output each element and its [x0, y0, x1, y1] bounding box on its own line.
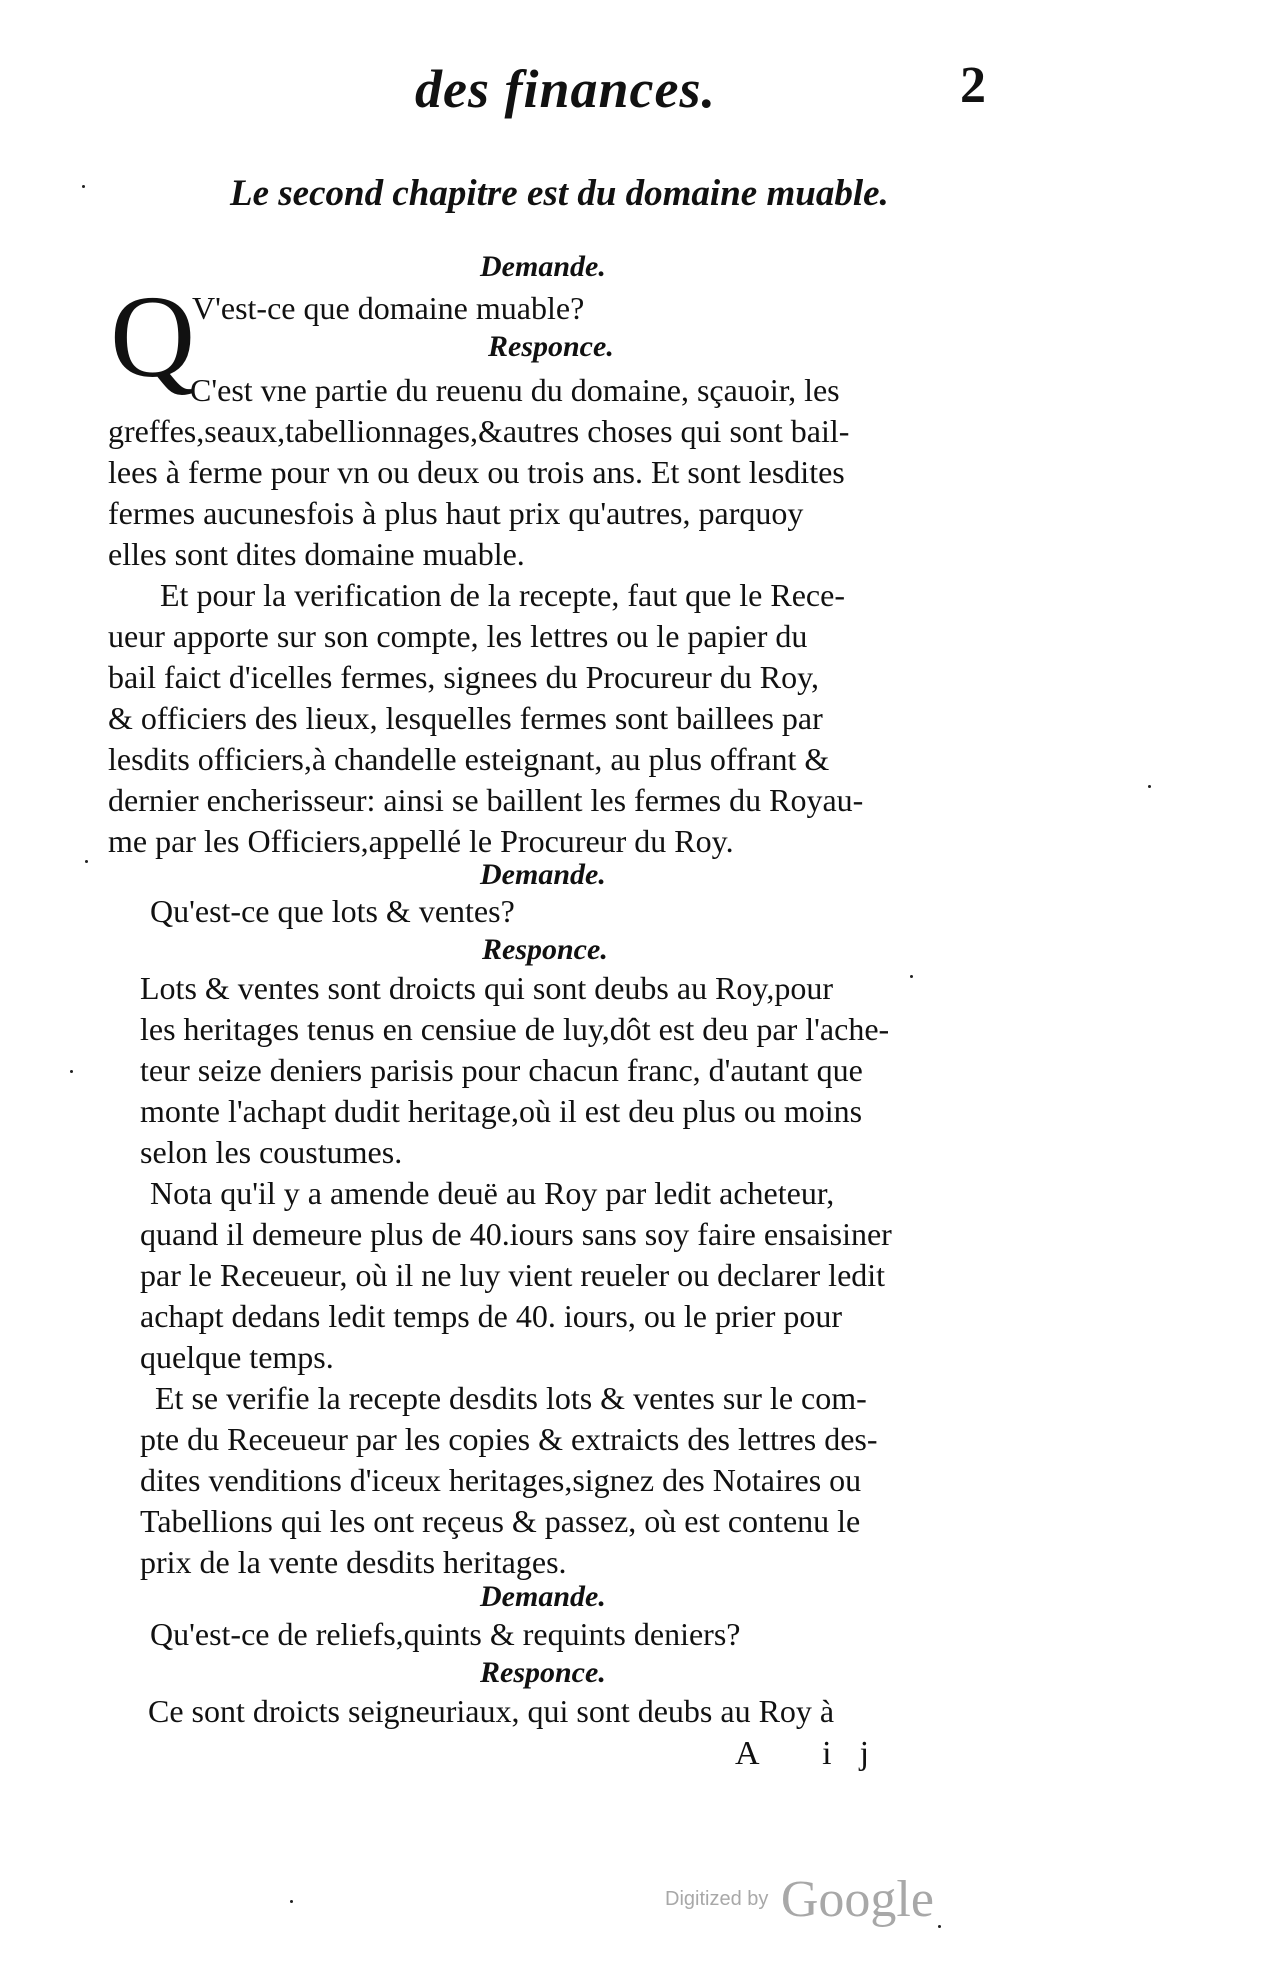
text-line: quand il demeure plus de 40.iours sans soy faire ensaisiner — [140, 1216, 892, 1252]
text-line: elles sont dites domaine muable. — [108, 536, 525, 572]
answer-label: Responce. — [480, 1656, 606, 1689]
text-line: achapt dedans ledit temps de 40. iours, ou le prier pour — [140, 1298, 843, 1334]
text-line: bail faict d'icelles fermes, signees du Procureur du Roy, — [108, 659, 820, 695]
scan-speck — [910, 975, 913, 978]
text-line: Lots & ventes sont droicts qui sont deubs au Roy,pour — [140, 970, 833, 1006]
answer-label: Responce. — [482, 933, 608, 966]
text-line: Et pour la verification de la recepte, faut que le Rece- — [160, 577, 845, 613]
answer-label: Responce. — [488, 330, 614, 363]
page-number: 2 — [960, 57, 986, 114]
scan-speck — [82, 185, 85, 188]
chapter-heading: Le second chapitre est du domaine muable. — [230, 173, 889, 214]
text-line: fermes aucunesfois à plus haut prix qu'autres, parquoy — [108, 495, 804, 531]
text-line: teur seize deniers parisis pour chacun franc, d'autant que — [140, 1052, 863, 1088]
text-line: Qu'est-ce que lots & ventes? — [150, 893, 515, 929]
question-label: Demande. — [480, 1580, 606, 1613]
text-line: Nota qu'il y a amende deuë au Roy par ledit acheteur, — [150, 1175, 835, 1211]
text-line: lees à ferme pour vn ou deux ou trois ans. Et sont lesdites — [108, 454, 845, 490]
text-line: ueur apporte sur son compte, les lettres ou le papier du — [108, 618, 808, 654]
text-line: monte l'achapt dudit heritage,où il est deu plus ou moins — [140, 1093, 863, 1129]
watermark-prefix: Digitized by — [665, 1888, 769, 1910]
text-line: & officiers des lieux, lesquelles fermes sont baillees par — [108, 700, 823, 736]
text-line: me par les Officiers,appellé le Procureur du Roy. — [108, 823, 734, 859]
text-line: selon les coustumes. — [140, 1134, 403, 1170]
text-line: quelque temps. — [140, 1339, 334, 1375]
text-line: Et se verifie la recepte desdits lots & ventes sur le com- — [155, 1380, 867, 1416]
text-line: pte du Receueur par les copies & extraicts des lettres des- — [140, 1421, 878, 1457]
question-label: Demande. — [480, 250, 606, 283]
google-logo: Google — [780, 1871, 934, 1928]
scan-speck — [70, 1070, 73, 1073]
text-line: Tabellions qui les ont reçeus & passez, où est contenu le — [140, 1503, 861, 1539]
text-line: Qu'est-ce de reliefs,quints & requints deniers? — [150, 1616, 741, 1652]
digitized-watermark — [665, 1870, 934, 1929]
text-line: par le Receueur, où il ne luy vient reueler ou declarer ledit — [140, 1257, 886, 1293]
text-line: C'est vne partie du reuenu du domaine, sçauoir, les — [190, 372, 840, 408]
text-line: dernier encherisseur: ainsi se baillent les fermes du Royau- — [108, 782, 864, 818]
drop-cap: Q — [110, 271, 196, 402]
text-line: greffes,seaux,tabellionnages,&autres choses qui sont bail- — [108, 413, 850, 449]
scan-speck — [85, 860, 88, 863]
scan-speck — [290, 1900, 293, 1903]
text-line: V'est-ce que domaine muable? — [192, 290, 585, 326]
signature-mark: A ij — [735, 1735, 898, 1772]
text-line: Ce sont droicts seigneuriaux, qui sont deubs au Roy à — [148, 1693, 835, 1729]
scan-speck — [938, 1925, 941, 1928]
scan-speck — [1148, 785, 1151, 788]
text-line: lesdits officiers,à chandelle esteignant, au plus offrant & — [108, 741, 830, 777]
question-label: Demande. — [480, 858, 606, 891]
running-title: des finances. — [415, 59, 716, 119]
text-line: prix de la vente desdits heritages. — [140, 1544, 567, 1580]
text-line: les heritages tenus en censiue de luy,dôt est deu par l'ache- — [140, 1011, 890, 1047]
text-line: dites venditions d'iceux heritages,signez des Notaires ou — [140, 1462, 862, 1498]
